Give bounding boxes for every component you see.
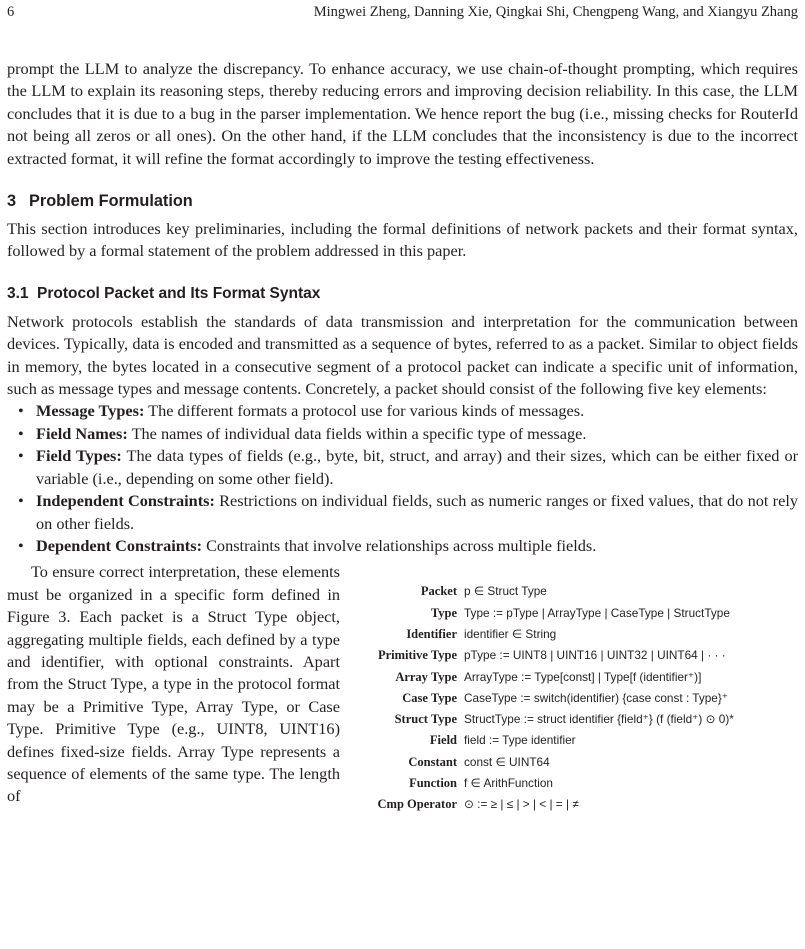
grammar-row <box>351 709 798 730</box>
left-column-paragraph: To ensure correct interpretation, these elements must be organized in a specific form defined in Figure 3. Each packet is a Struct Type object, aggregating multiple fields, each defined by a type and identifier, with optional constraints. Apart from the Struct Type, a type in the protocol format may be a Primitive Type, Array Type, or Case Type. Primitive Type (e.g., UINT8, UINT16) defines fixed-size fields. Array Type represents a sequence of elements of the same type. The length of <box>7 562 340 806</box>
list-item-term: Field Types: <box>36 446 122 466</box>
list-item <box>7 445 798 490</box>
grammar-definition: Type := pType | ArrayType | CaseType | StructType <box>464 605 730 620</box>
grammar-definition: f ∈ ArithFunction <box>464 775 553 790</box>
grammar-row <box>351 752 798 773</box>
list-item <box>7 490 798 535</box>
grammar-label: Constant <box>408 754 457 769</box>
page-body <box>7 58 798 861</box>
subsection-title: Protocol Packet and Its Format Syntax <box>37 284 321 302</box>
grammar-label: Field <box>429 733 457 748</box>
grammar-row <box>351 688 798 709</box>
bullet-icon: • <box>18 401 24 421</box>
list-item-term: Message Types: <box>36 401 145 421</box>
grammar-row <box>351 624 798 645</box>
grammar-row <box>351 667 798 688</box>
format-grammar-figure <box>351 581 798 815</box>
grammar-label: Function <box>409 775 457 790</box>
grammar-row <box>351 730 798 751</box>
grammar-label: Case Type <box>402 690 457 705</box>
subsection-paragraph: Network protocols establish the standards of data transmission and interpretation for the communication between devices. Typically, data is encoded and transmitted as a sequence of bytes, referred to as a packet. Similar to object fields in memory, the bytes located in a consecutive segment of a protocol packet can indicate a specific unit of information, such as message types and message contents. Concretely, a packet should consist of the following five key elements: <box>7 311 798 399</box>
grammar-label: Packet <box>420 584 457 599</box>
intro-paragraph: prompt the LLM to analyze the discrepancy. To enhance accuracy, we use chain-of-thought prompting, which requires the LLM to explain its reasoning steps, thereby reducing errors and improving decision reliability. In this case, the LLM concludes that it is due to a bug in the parser implementation. We hence report the bug (i.e., missing checks for RouterId not being all zeros or all ones). On the other hand, if the LLM concludes that the inconsistency is due to the incorrect extracted format, it will refine the format accordingly to improve the testing effectiveness. <box>7 59 798 168</box>
grammar-label: Identifier <box>406 626 457 641</box>
bullet-icon: • <box>18 423 24 443</box>
grammar-row <box>351 603 798 624</box>
grammar-definition: CaseType := switch(identifier) {case const : Type}⁺ <box>464 690 729 705</box>
grammar-label: Type <box>430 605 457 620</box>
grammar-row <box>351 794 798 815</box>
page-number: 6 <box>7 4 15 20</box>
grammar-definition: ArrayType := Type[const] | Type[f (identifier⁺)] <box>464 669 702 684</box>
grammar-label: Struct Type <box>394 712 457 727</box>
two-column-area <box>7 561 798 861</box>
subsection-heading <box>7 283 798 305</box>
list-item <box>7 423 798 445</box>
bullet-icon: • <box>18 446 24 466</box>
bullet-icon: • <box>18 535 24 555</box>
list-item <box>7 535 798 557</box>
key-elements-list <box>7 400 798 557</box>
grammar-definition: field := Type identifier <box>464 733 576 748</box>
grammar-definition: const ∈ UINT64 <box>464 754 550 769</box>
running-header <box>0 4 805 24</box>
grammar-row <box>351 581 798 602</box>
grammar-label: Array Type <box>395 669 457 684</box>
list-item-text: The names of individual data fields within a specific type of message. <box>127 423 587 443</box>
grammar-definition: identifier ∈ String <box>464 626 557 641</box>
list-item-term: Field Names: <box>36 423 128 443</box>
list-item <box>7 400 798 422</box>
section-heading <box>7 190 798 212</box>
grammar-row <box>351 645 798 666</box>
list-item-text: Restrictions on individual fields, such as numeric ranges or fixed values, that do not rely on other fields. <box>36 491 798 533</box>
list-item-text: The different formats a protocol use for various kinds of messages. <box>144 401 585 421</box>
left-column <box>7 561 340 853</box>
section-title: Problem Formulation <box>29 192 193 211</box>
grammar-definition: ⊙ := ≥ | ≤ | > | < | = | ≠ <box>464 797 579 812</box>
grammar-definition: pType := UINT8 | UINT16 | UINT32 | UINT64 | · · · <box>464 648 726 663</box>
subsection-number: 3.1 <box>7 284 29 302</box>
grammar-definition: StructType := struct identifier {field⁺} (f (field⁺) ⊙ 0)* <box>464 712 734 727</box>
list-item-term: Independent Constraints: <box>36 491 215 511</box>
grammar-row <box>351 773 798 794</box>
list-item-term: Dependent Constraints: <box>36 535 202 555</box>
grammar-label: Cmp Operator <box>377 797 457 812</box>
running-header-authors: Mingwei Zheng, Danning Xie, Qingkai Shi, Chengpeng Wang, and Xiangyu Zhang <box>313 4 798 20</box>
grammar-definition: p ∈ Struct Type <box>464 584 547 599</box>
section-number: 3 <box>7 192 17 211</box>
grammar-label: Primitive Type <box>377 648 457 663</box>
list-item-text: The data types of fields (e.g., byte, bit, struct, and array) and their sizes, which can be either fixed or variable (i.e., depending on some other field). <box>36 446 799 488</box>
section-paragraph: This section introduces key preliminaries, including the formal definitions of network packets and their format syntax, followed by a formal statement of the problem addressed in this paper. <box>7 219 798 261</box>
bullet-icon: • <box>18 491 24 511</box>
list-item-text: Constraints that involve relationships across multiple fields. <box>202 535 597 555</box>
